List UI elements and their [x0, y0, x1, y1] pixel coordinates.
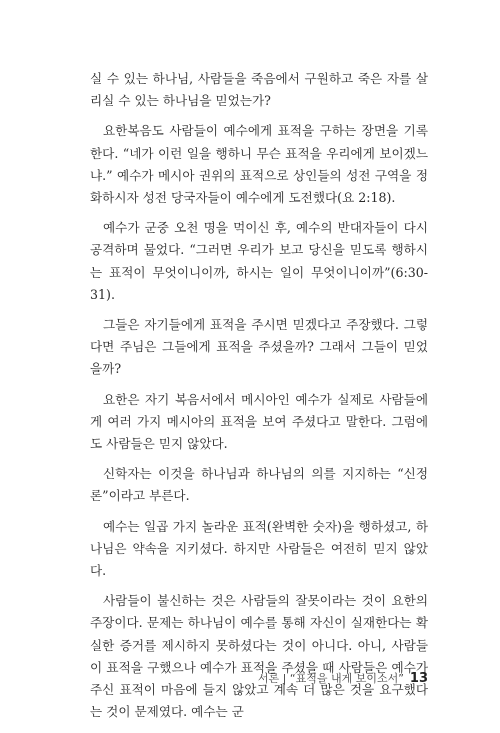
page-number: 13: [409, 671, 428, 686]
running-footer-title: 서론 | “표적을 내게 보이소서”: [257, 672, 404, 685]
paragraph-3: 예수가 군중 오천 명을 먹이신 후, 예수의 반대자들이 다시 공격하며 물었다. “그러면 우리가 보고 당신을 믿도록 행하시는 표적이 무엇이니이까, 하시는 일이 무엇이니이까”(6:30-31).: [90, 220, 428, 302]
paragraph-6: 신학자는 이것을 하나님과 하나님의 의를 지지하는 “신정론”이라고 부른다.: [90, 466, 428, 504]
page-footer: [90, 670, 428, 686]
paragraph-2: 요한복음도 사람들이 예수에게 표적을 구하는 장면을 기록한다. “네가 이런 일을 행하니 무슨 표적을 우리에게 보이겠느냐.” 예수가 메시아 권위의 표적으로 상인들의 성전 구역을 정화하시자 성전 당국자들이 예수에게 도전했다(요 2:18).: [90, 123, 428, 206]
paragraph-7: 예수는 일곱 가지 놀라운 표적(완벽한 숫자)을 행하셨고, 하나님은 약속을 지키셨다. 하지만 사람들은 여전히 믿지 않았다.: [90, 518, 428, 579]
paragraph-4: 그들은 자기들에게 표적을 주시면 믿겠다고 주장했다. 그렇다면 주님은 그들에게 표적을 주셨을까? 그래서 그들이 믿었을까?: [90, 317, 428, 377]
paragraph-5: 요한은 자기 복음서에서 메시아인 예수가 실제로 사람들에게 여러 가지 메시아의 표적을 보여 주셨다고 말한다. 그럼에도 사람들은 믿지 않았다.: [90, 391, 428, 452]
body-text: [90, 68, 428, 731]
paragraph-1: 실 수 있는 하나님, 사람들을 죽음에서 구원하고 죽은 자를 살리실 수 있는 하나님을 믿었는가?: [90, 71, 428, 109]
paragraph-8: 사람들이 불신하는 것은 사람들의 잘못이라는 것이 요한의 주장이다. 문제는 하나님이 예수를 통해 자신이 실재한다는 확실한 증거를 제시하지 못하셨다는 것이 아니다. 아니, 사람들이 표적을 구했으나 예수가 표적을 주셨을 때 사람들은 예수가 주신 표적이 마음에 들지 않았고 계속 더 많은 것을 요구했다는 것이 문제였다. 예수는 군: [90, 593, 428, 720]
